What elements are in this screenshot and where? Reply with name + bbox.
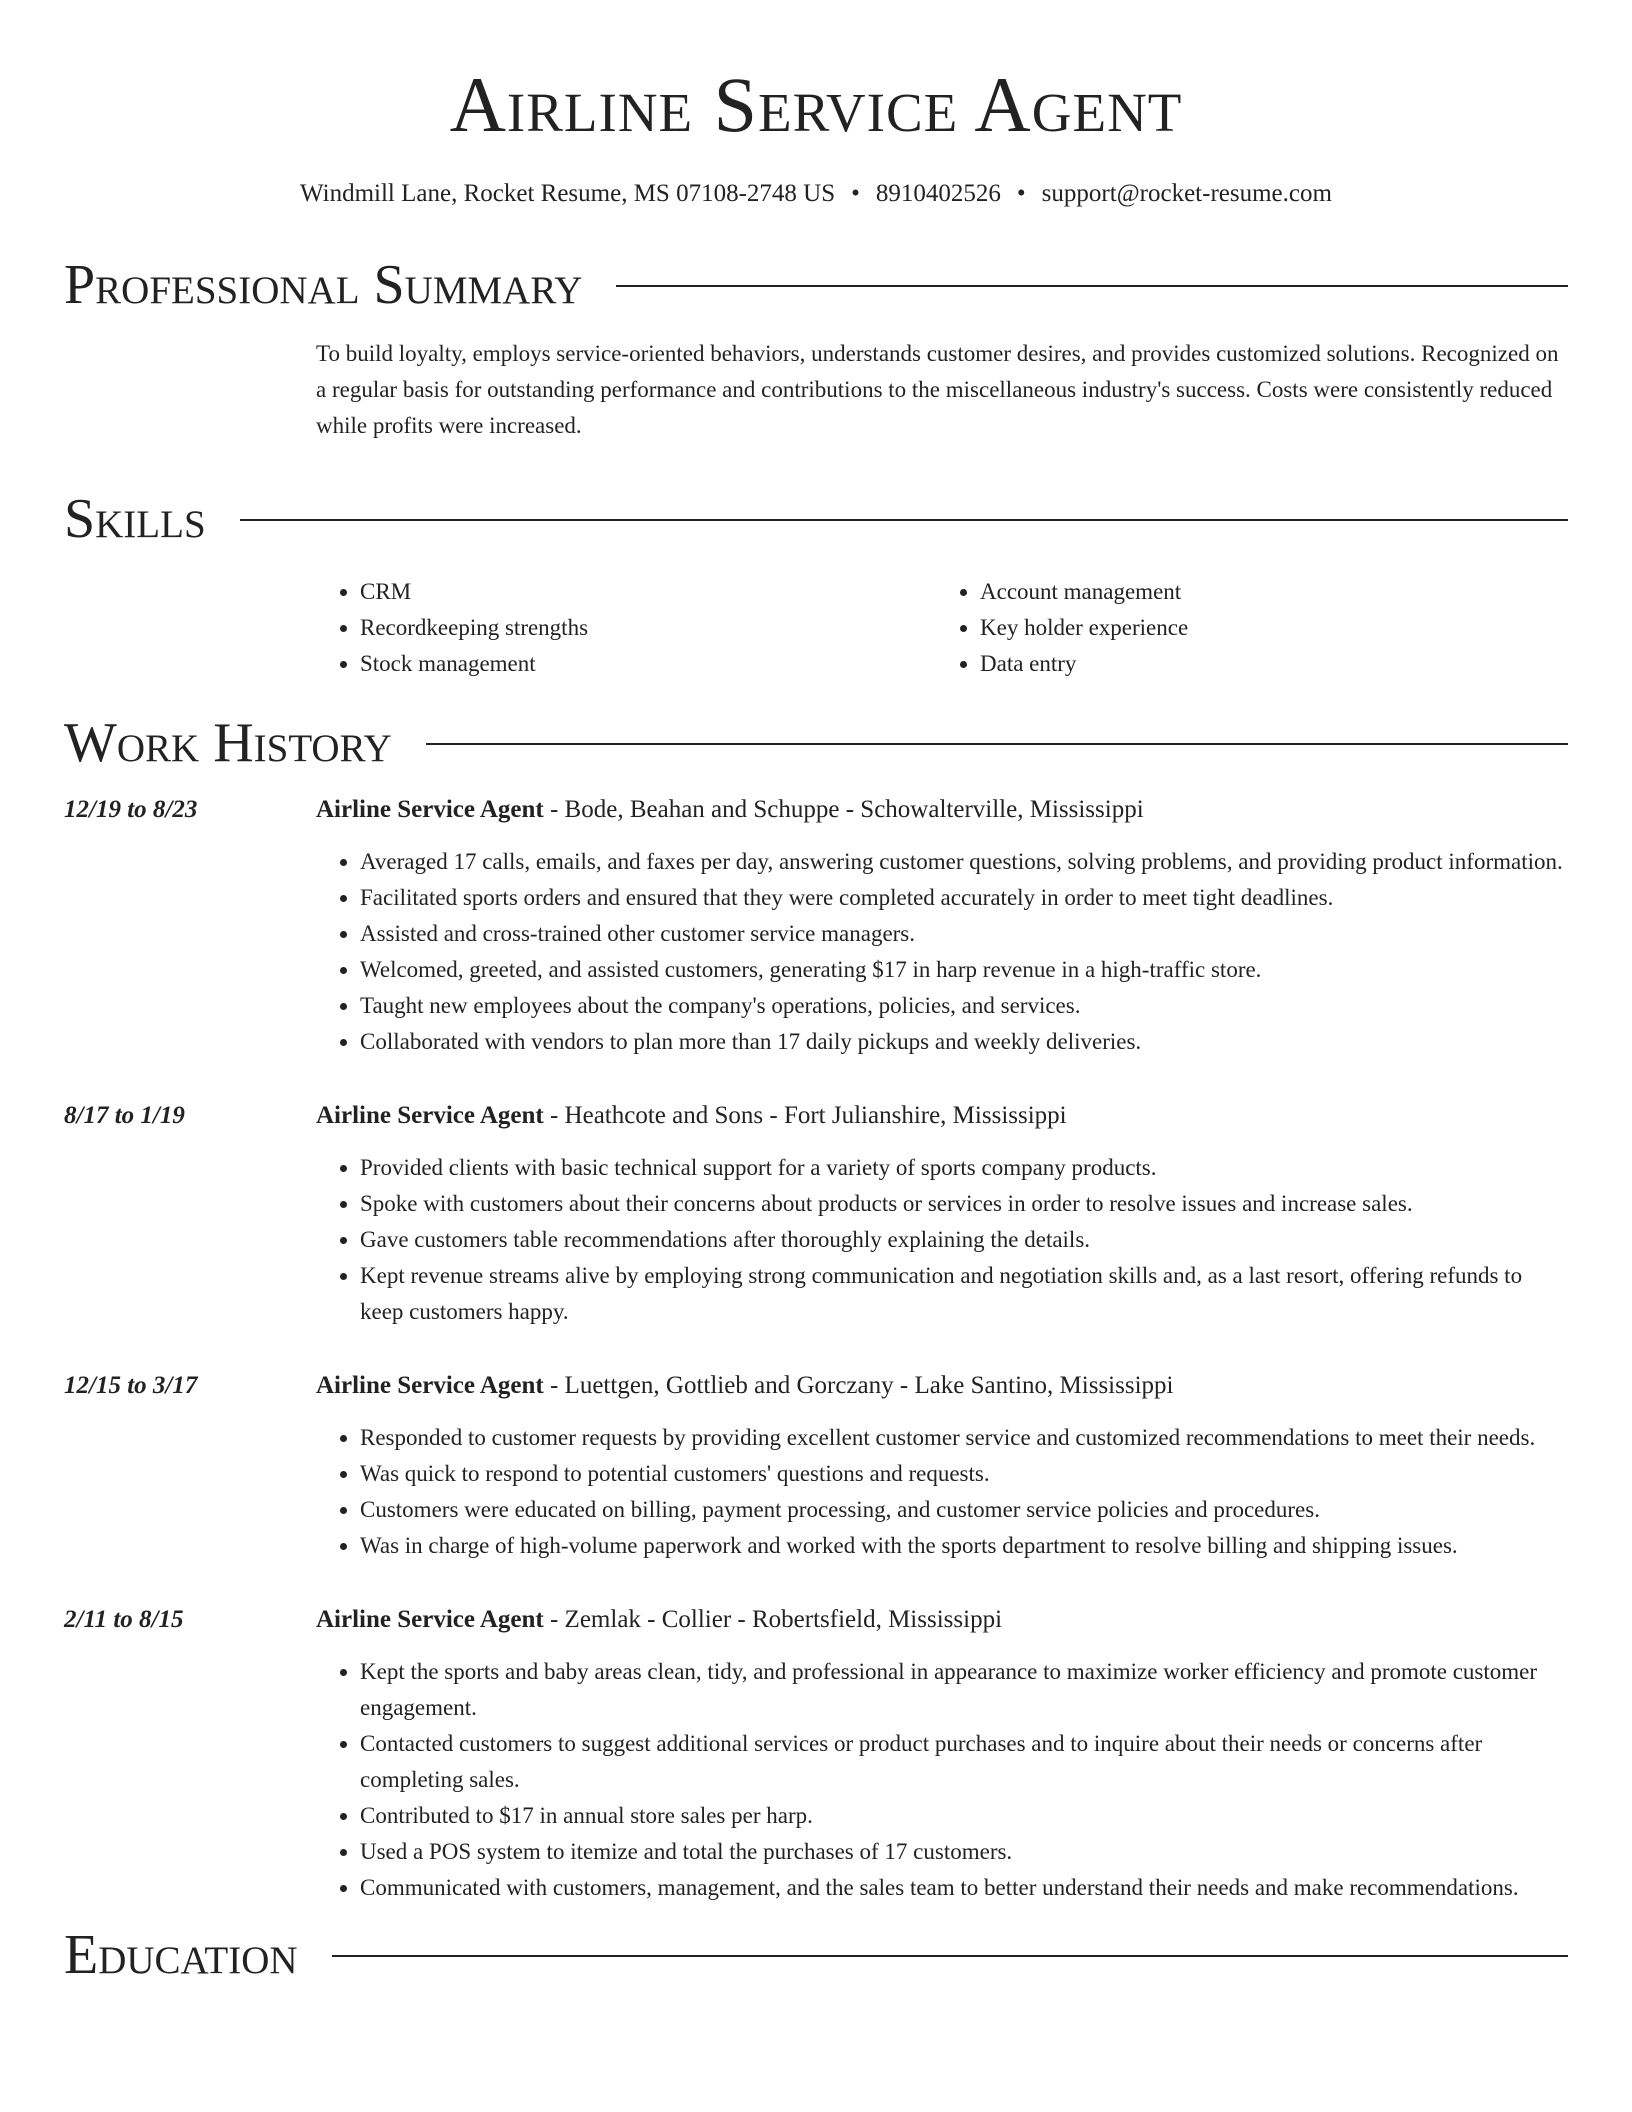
job-bullet: • Responded to customer requests by providing excellent customer service and customized recommendations to meet their needs. [360, 1420, 1568, 1456]
contact-separator: • [1016, 180, 1026, 207]
job-title: Airline Service Agent [316, 1372, 544, 1399]
job-entry [64, 794, 1568, 1060]
job-dates: 8/17 to 1/19 [64, 1102, 185, 1129]
contact-separator: • [851, 180, 860, 207]
skill-item: • Recordkeeping strengths [360, 610, 936, 646]
job-bullet: • Customers were educated on billing, payment processing, and customer service policies and procedures. [360, 1492, 1568, 1528]
job-bullets [316, 844, 1568, 1060]
job-entry [64, 1604, 1568, 1906]
job-dates: 12/19 to 8/23 [64, 796, 198, 823]
job-header [64, 1370, 1568, 1402]
job-bullets [316, 1420, 1568, 1564]
job-bullet: • Was quick to respond to potential customers' questions and requests. [360, 1456, 1568, 1492]
job-bullet: • Contacted customers to suggest additional services or product purchases and to inquire about their needs or concerns after completing sales. [360, 1726, 1568, 1798]
section-divider [332, 1955, 1568, 1957]
skill-item: • Stock management [360, 646, 936, 682]
job-bullet: • Taught new employees about the company's operations, policies, and services. [360, 988, 1568, 1024]
skill-item: • Key holder experience [980, 610, 1532, 646]
candidate-name: Airline Service Agent [449, 61, 1183, 148]
job-bullet: • Welcomed, greeted, and assisted customers, generating $17 in harp revenue in a high-traffic store. [360, 952, 1568, 988]
job-bullet: • Assisted and cross-trained other customer service managers. [360, 916, 1568, 952]
skill-item: • Account management [980, 574, 1532, 610]
summary-text: To build loyalty, employs service-oriented behaviors, understands customer desires, and provides customized solutions. Recognized on a regular basis for outstanding performance and contributions to the miscellaneous industry's success. Costs were consistently reduced while profits were increased. [316, 341, 1559, 438]
job-entry [64, 1370, 1568, 1564]
section-title-work: Work History [64, 712, 392, 774]
job-employer: - Luettgen, Gottlieb and Gorczany - Lake Santino, Mississippi [543, 1372, 1174, 1399]
section-divider [426, 743, 1568, 745]
section-title-summary: Professional Summary [64, 254, 583, 316]
job-title: Airline Service Agent [316, 1102, 544, 1129]
skill-item: • CRM [360, 574, 936, 610]
skill-item: • Data entry [980, 646, 1532, 682]
job-employer: - Bode, Beahan and Schuppe - Schowalterville, Mississippi [543, 796, 1144, 823]
job-header [64, 1604, 1568, 1636]
section-education-header [64, 1922, 1568, 1988]
contact-line [64, 178, 1568, 210]
contact-email: support@rocket-resume.com [1041, 180, 1332, 207]
job-title: Airline Service Agent [316, 1606, 544, 1633]
job-dates: 12/15 to 3/17 [64, 1372, 198, 1399]
section-title-skills: Skills [64, 488, 206, 550]
job-bullet: • Collaborated with vendors to plan more than 17 daily pickups and weekly deliveries. [360, 1024, 1568, 1060]
job-bullet: • Communicated with customers, management, and the sales team to better understand their needs and make recommendations. [360, 1870, 1568, 1906]
section-title-education: Education [64, 1924, 298, 1986]
job-title: Airline Service Agent [316, 796, 544, 823]
job-header [64, 1100, 1568, 1132]
job-header [64, 794, 1568, 826]
section-divider [240, 519, 1568, 521]
skills-list [316, 574, 1568, 682]
job-bullet: • Kept the sports and baby areas clean, tidy, and professional in appearance to maximize worker efficiency and promote customer engagement. [360, 1654, 1568, 1726]
job-bullet: • Contributed to $17 in annual store sales per harp. [360, 1798, 1568, 1834]
job-entry [64, 1100, 1568, 1330]
section-divider [616, 285, 1568, 287]
section-skills-header [64, 486, 1568, 552]
job-bullets [316, 1150, 1568, 1330]
job-bullet: • Spoke with customers about their concerns about products or services in order to resolve issues and increase sales. [360, 1186, 1568, 1222]
job-bullet: • Gave customers table recommendations after thoroughly explaining the details. [360, 1222, 1568, 1258]
job-bullets [316, 1654, 1568, 1906]
skills-column-2 [956, 574, 1532, 682]
skills-column-1 [316, 574, 936, 682]
job-employer: - Zemlak - Collier - Robertsfield, Mississippi [543, 1606, 1003, 1633]
job-bullet: • Provided clients with basic technical support for a variety of sports company products. [360, 1150, 1568, 1186]
section-summary-header [64, 252, 1568, 318]
job-bullet: • Facilitated sports orders and ensured that they were completed accurately in order to meet tight deadlines. [360, 880, 1568, 916]
job-bullet: • Kept revenue streams alive by employing strong communication and negotiation skills and, as a last resort, offering refunds to keep customers happy. [360, 1258, 1568, 1330]
job-employer: - Heathcote and Sons - Fort Julianshire, Mississippi [543, 1102, 1067, 1129]
contact-address: Windmill Lane, Rocket Resume, MS 07108-2748 US [300, 180, 836, 207]
job-bullet: • Averaged 17 calls, emails, and faxes per day, answering customer questions, solving problems, and providing product information. [360, 844, 1568, 880]
section-work-header [64, 710, 1568, 776]
job-dates: 2/11 to 8/15 [64, 1606, 184, 1633]
job-bullet: • Was in charge of high-volume paperwork and worked with the sports department to resolve billing and shipping issues. [360, 1528, 1568, 1564]
contact-phone: 8910402526 [875, 180, 1001, 207]
job-bullet: • Used a POS system to itemize and total the purchases of 17 customers. [360, 1834, 1568, 1870]
